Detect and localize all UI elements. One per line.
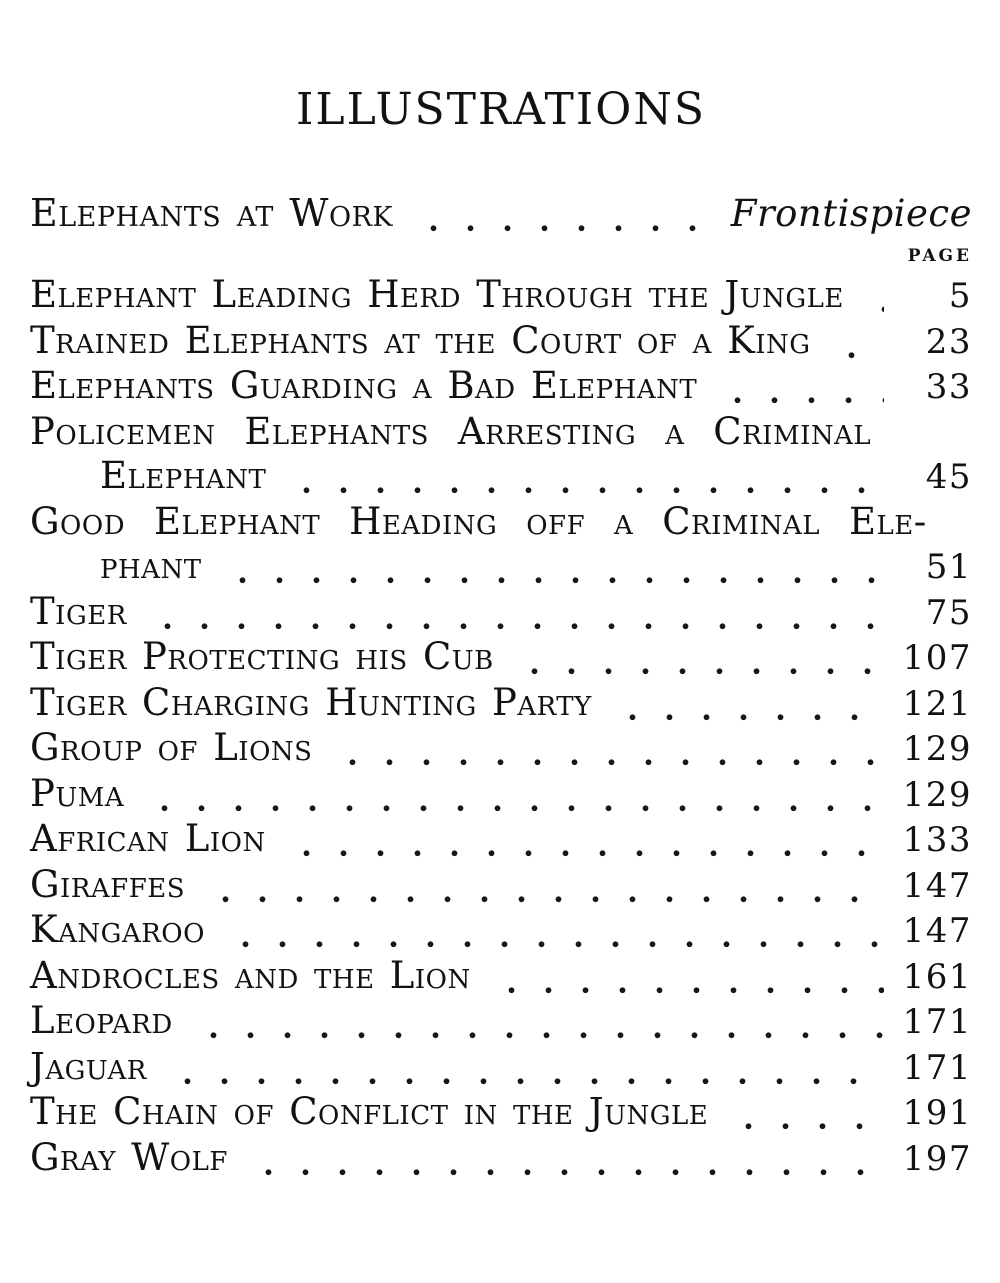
entry-page-number: 51 bbox=[925, 547, 972, 587]
dot-leader bbox=[282, 817, 884, 863]
entry-title: Giraffes bbox=[30, 862, 186, 906]
entry-page-number: 133 bbox=[902, 820, 972, 860]
dot-leader bbox=[487, 954, 884, 1000]
entry-page-number: 45 bbox=[925, 457, 972, 497]
list-item bbox=[30, 772, 972, 818]
frontispiece-title: Elephants at Work bbox=[30, 191, 394, 235]
entry-title: Group of Lions bbox=[30, 726, 313, 769]
entry-row bbox=[30, 635, 972, 681]
entry-title: Tiger Protecting his Cub bbox=[30, 635, 494, 678]
entry-title: African Lion bbox=[30, 817, 266, 860]
entry-row bbox=[30, 1090, 972, 1136]
list-item bbox=[30, 1136, 972, 1182]
entry-row bbox=[30, 1045, 972, 1091]
frontispiece-page-label: Frontispiece bbox=[730, 192, 972, 235]
dot-leader bbox=[140, 772, 884, 818]
entry-title-line1: Good Elephant Heading off a Criminal Ele- bbox=[30, 499, 927, 543]
list-item bbox=[30, 410, 972, 500]
entry-row bbox=[30, 999, 972, 1045]
list-item bbox=[30, 908, 972, 954]
entry-page-number: 129 bbox=[902, 729, 972, 769]
entry-page-number: 75 bbox=[925, 592, 972, 633]
entry-page-number: 121 bbox=[902, 683, 972, 724]
illustrations-list bbox=[30, 273, 972, 1181]
dot-leader bbox=[724, 1090, 884, 1136]
dot-leader bbox=[143, 590, 884, 636]
entry-title: Puma bbox=[30, 771, 125, 815]
dot-leader bbox=[510, 635, 884, 681]
dot-leader bbox=[244, 1136, 884, 1182]
dot-leader bbox=[221, 908, 884, 954]
list-item bbox=[30, 1045, 972, 1091]
entry-row bbox=[30, 817, 972, 863]
entry-page-number: 171 bbox=[902, 1047, 972, 1088]
dot-leader bbox=[328, 726, 884, 772]
entry-page-number: 23 bbox=[925, 321, 972, 362]
list-item bbox=[30, 319, 972, 365]
page-column-header: PAGE bbox=[907, 246, 972, 266]
dot-leader bbox=[163, 1045, 884, 1091]
dot-leader bbox=[713, 364, 884, 410]
entry-row bbox=[30, 319, 972, 365]
list-item bbox=[30, 954, 972, 1000]
entry-page-number: 171 bbox=[902, 1002, 972, 1042]
entry-page-number: 147 bbox=[902, 911, 972, 951]
entry-row bbox=[30, 1136, 972, 1182]
entry-title: Kangaroo bbox=[30, 908, 205, 951]
entry-row bbox=[30, 681, 972, 727]
entry-page-number: 5 bbox=[948, 276, 972, 316]
list-item bbox=[30, 726, 972, 772]
entry-title: Androcles and the Lion bbox=[30, 953, 471, 997]
entry-page-number: 197 bbox=[902, 1138, 972, 1179]
entry-row bbox=[30, 908, 972, 954]
entry-title: Leopard bbox=[30, 999, 173, 1042]
list-item bbox=[30, 273, 972, 319]
list-item bbox=[30, 635, 972, 681]
entry-row bbox=[30, 954, 972, 1000]
dot-leader bbox=[201, 863, 884, 909]
entry-title-line1: Policemen Elephants Arresting a Criminal bbox=[30, 409, 872, 453]
entry-row bbox=[30, 544, 972, 590]
list-item bbox=[30, 1090, 972, 1136]
frontispiece-entry bbox=[30, 190, 972, 237]
entry-page-number: 33 bbox=[925, 367, 972, 407]
entry-row bbox=[30, 726, 972, 772]
entry-page-number: 161 bbox=[902, 956, 972, 997]
entry-page-number: 129 bbox=[902, 774, 972, 815]
entry-page-number: 107 bbox=[902, 638, 972, 678]
page-title: ILLUSTRATIONS bbox=[296, 84, 706, 135]
entry-title: Elephant Leading Herd Through the Jungle bbox=[30, 273, 844, 316]
entry-page-number: 191 bbox=[902, 1093, 972, 1133]
entry-title: Gray Wolf bbox=[30, 1135, 228, 1179]
entry-title: Jaguar bbox=[30, 1044, 147, 1088]
list-item bbox=[30, 863, 972, 909]
list-item bbox=[30, 500, 972, 590]
entry-title: Tiger Charging Hunting Party bbox=[30, 680, 592, 724]
dot-leader bbox=[409, 190, 717, 237]
entry-title: Trained Elephants at the Court of a King bbox=[30, 318, 811, 362]
entry-title: Tiger bbox=[30, 589, 127, 633]
entry-row bbox=[30, 863, 972, 909]
dot-leader bbox=[827, 319, 884, 365]
entry-row bbox=[30, 273, 972, 319]
list-item bbox=[30, 364, 972, 410]
dot-leader bbox=[189, 999, 884, 1045]
entry-row bbox=[30, 590, 972, 636]
dot-leader bbox=[860, 273, 884, 319]
entry-row bbox=[30, 454, 972, 500]
entry-title: Elephants Guarding a Bad Elephant bbox=[30, 364, 698, 407]
dot-leader bbox=[218, 544, 884, 590]
entry-row bbox=[30, 772, 972, 818]
entry-row bbox=[30, 364, 972, 410]
dot-leader bbox=[282, 454, 884, 500]
list-item bbox=[30, 999, 972, 1045]
entry-title: phant bbox=[100, 544, 202, 587]
list-item bbox=[30, 817, 972, 863]
list-item bbox=[30, 681, 972, 727]
dot-leader bbox=[608, 681, 884, 727]
entry-title: The Chain of Conflict in the Jungle bbox=[30, 1090, 709, 1133]
list-item bbox=[30, 590, 972, 636]
entry-title: Elephant bbox=[100, 454, 267, 497]
entry-page-number: 147 bbox=[902, 865, 972, 906]
